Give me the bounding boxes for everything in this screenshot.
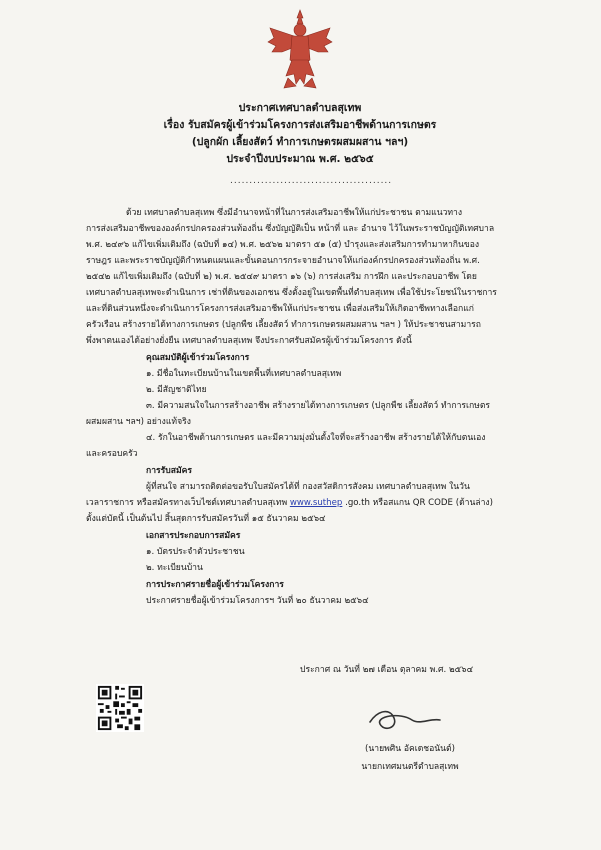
title-line-2: เรื่อง รับสมัครผู้เข้าร่วมโครงการส่งเสริมอาชีพด้านการเกษตร — [163, 119, 437, 131]
qr-code-icon[interactable] — [96, 684, 144, 732]
announcement-date: ประกาศ ณ วันที่ ๒๗ เดือน ตุลาคม พ.ศ. ๒๕๖๔ — [300, 665, 474, 675]
title-line-3: (ปลูกผัก เลี้ยงสัตว์ ทำการเกษตรผสมผสาน ฯลฯ) — [191, 136, 409, 148]
announcement-title — [60, 100, 540, 168]
intro-line: การส่งเสริมอาชีพขององค์กรปกครองส่วนท้องถิ่น ซึ่งบัญญัติเป็น หน้าที่ และ อำนาจ ไว้ในพระราชบัญญัติเทศบาล — [86, 224, 495, 234]
intro-line: ด้วย เทศบาลตำบลสุเทพ ซึ่งมีอำนาจหน้าที่ในการส่งเสริมอาชีพให้แก่ประชาชน ตามแนวทาง — [126, 208, 463, 218]
application-heading: การรับสมัคร — [146, 466, 192, 476]
title-line-4: ประจำปีงบประมาณ พ.ศ. ๒๕๖๕ — [226, 153, 374, 165]
application-text-part: เวลาราชการ หรือสมัครทางเว็บไซต์เทศบาลตำบลสุเทพ — [86, 498, 290, 508]
intro-line: พึ่งพาตนเองได้อย่างยั่งยืน เทศบาลตำบลสุเทพ จึงประกาศรับสมัครผู้เข้าร่วมโครงการ ดังนี้ — [86, 336, 412, 346]
announcement-text: ประกาศรายชื่อผู้เข้าร่วมโครงการฯ วันที่ ๒๐ ธันวาคม ๒๕๖๔ — [146, 596, 369, 606]
signatory-block — [300, 740, 520, 776]
document-item: ๑. บัตรประจำตัวประชาชน — [146, 547, 245, 557]
intro-line: ราษฎร และพระราชบัญญัติกำหนดแผนและขั้นตอนการกระจายอำนาจให้แก่องค์กรปกครองส่วนท้องถิ่น พ.ศ. — [86, 256, 480, 266]
title-line-1: ประกาศเทศบาลตำบลสุเทพ — [238, 102, 362, 114]
qualification-item: ๔. รักในอาชีพด้านการเกษตร และมีความมุ่งมั่นตั้งใจที่จะสร้างอาชีพ สร้างรายได้ให้กับตนเอง — [146, 433, 486, 443]
application-text: ผู้ที่สนใจ สามารถติดต่อขอรับใบสมัครได้ที่ กองสวัสดิการสังคม เทศบาลตำบลสุเทพ ในวัน — [146, 482, 470, 492]
garuda-emblem-icon — [266, 8, 334, 90]
document-item: ๒. ทะเบียนบ้าน — [146, 563, 203, 573]
qualification-item: ๑. มีชื่อในทะเบียนบ้านในเขตพื้นที่เทศบาลตำบลสุเทพ — [146, 369, 342, 379]
intro-line: เทศบาลตำบลสุเทพจะดำเนินการ เช่าที่ดินของเอกชน ซึ่งตั้งอยู่ในเขตพื้นที่ตำบลสุเทพ เพื่อใช้ประโยชน์ในราชการ — [86, 288, 497, 298]
intro-line: พ.ศ. ๒๔๙๖ แก้ไขเพิ่มเติมถึง (ฉบับที่ ๑๔) พ.ศ. ๒๕๖๒ มาตรา ๕๑ (๕) บำรุงและส่งเสริมการทำมาหากินของ — [86, 240, 480, 250]
intro-line: และที่ดินส่วนหนึ่งจะดำเนินการโครงการส่งเสริมอาชีพให้แก่ประชาชน เพื่อส่งเสริมให้เกิดอาชีพทางเลือกแก่ — [86, 304, 474, 314]
application-text-part: .go.th หรือสแกน QR CODE (ด้านล่าง) — [342, 498, 493, 508]
qualification-item-continued: และครอบครัว — [86, 449, 138, 459]
website-link[interactable]: www.suthep — [289, 498, 343, 508]
intro-line: ครัวเรือน สร้างรายได้ทางการเกษตร (ปลูกพืช เลี้ยงสัตว์ ทำการเกษตรผสมผสาน ฯลฯ ) ให้ประชาชนสามารถ — [86, 320, 481, 330]
qualifications-heading: คุณสมบัติผู้เข้าร่วมโครงการ — [146, 353, 250, 363]
qualification-item: ๓. มีความสนใจในการสร้างอาชีพ สร้างรายได้ทางการเกษตร (ปลูกพืช เลี้ยงสัตว์ ทำการเกษตร — [146, 401, 491, 411]
documents-heading: เอกสารประกอบการสมัคร — [146, 531, 241, 541]
announcement-heading: การประกาศรายชื่อผู้เข้าร่วมโครงการ — [146, 580, 284, 590]
qualification-item: ๒. มีสัญชาติไทย — [146, 385, 207, 395]
separator-line: .......................................... — [230, 176, 393, 186]
qualification-item-continued: ผสมผสาน ฯลฯ) อย่างแท้จริง — [86, 417, 191, 427]
announcement-body — [86, 205, 526, 609]
signatory-name: (นายพศิน อัคเดชอนันต์) — [365, 744, 455, 754]
application-text — [86, 495, 526, 511]
intro-line: ๒๕๔๒ แก้ไขเพิ่มเติมถึง (ฉบับที่ ๒) พ.ศ. ๒๕๔๙ มาตรา ๑๖ (๖) การส่งเสริม การฝึก และประกอบอาชีพ โดย — [86, 272, 477, 282]
application-text: ตั้งแต่บัดนี้ เป็นต้นไป สิ้นสุดการรับสมัครวันที่ ๑๕ ธันวาคม ๒๕๖๔ — [86, 514, 326, 524]
handwritten-signature-icon — [360, 700, 470, 740]
intro-paragraph — [86, 205, 526, 349]
signatory-position: นายกเทศมนตรีตำบลสุเทพ — [361, 762, 459, 772]
